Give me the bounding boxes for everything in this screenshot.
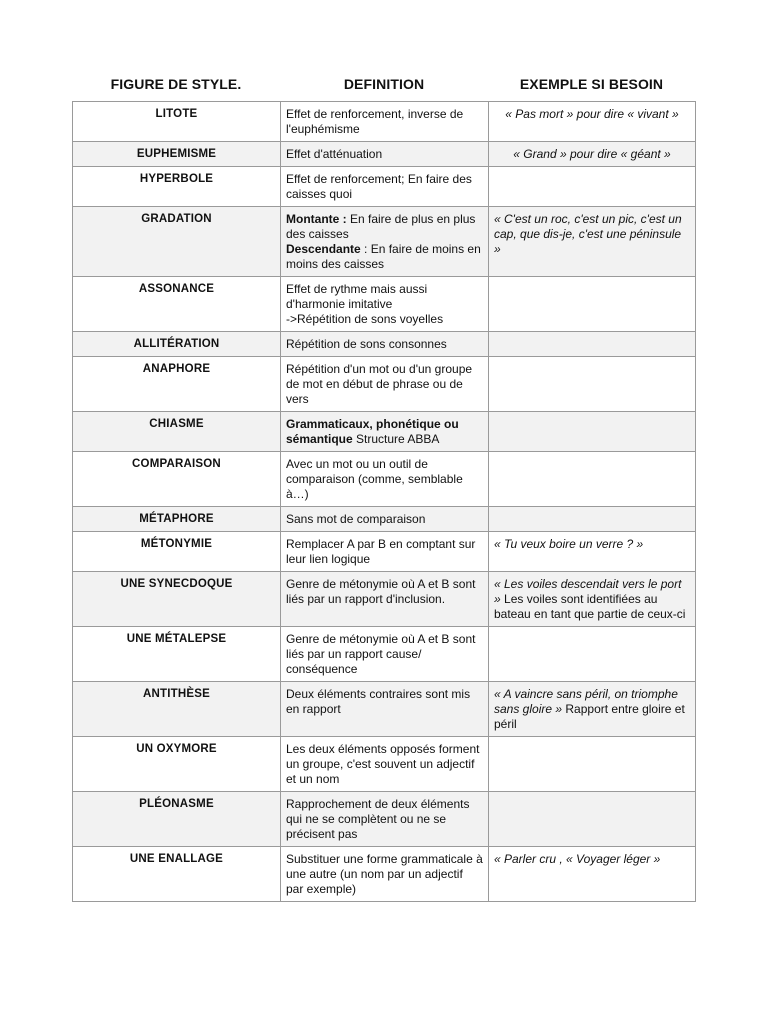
example-text: Rapport entre gloire et péril <box>494 702 685 731</box>
definition-text: Effet de rythme mais aussi d'harmonie imitative <box>286 282 428 311</box>
heading-exemple: EXEMPLE SI BESOIN <box>519 76 664 92</box>
example-cell: « C'est un roc, c'est un pic, c'est un cap, que dis-je, c'est une péninsule » <box>489 207 696 277</box>
term-cell: MÉTAPHORE <box>73 507 281 532</box>
table-row <box>73 142 696 167</box>
term-cell: GRADATION <box>73 207 281 277</box>
definition-label: Montante : <box>286 212 347 226</box>
table-row <box>73 412 696 452</box>
definition-label: Descendante <box>286 242 361 256</box>
table-row <box>73 572 696 627</box>
table-row <box>73 167 696 207</box>
definition-cell: Les deux éléments opposés forment un groupe, c'est souvent un adjectif et un nom <box>281 737 489 792</box>
definition-text: Structure ABBA <box>352 432 440 446</box>
definition-cell: Genre de métonymie où A et B sont liés par un rapport d'inclusion. <box>281 572 489 627</box>
definition-cell <box>281 207 489 277</box>
definition-text: : En faire de moins en moins des caisses <box>286 242 481 271</box>
example-quote: « Les voiles descendait vers le port » <box>494 577 682 606</box>
example-cell <box>489 737 696 792</box>
definition-cell: Rapprochement de deux éléments qui ne se complètent ou ne se précisent pas <box>281 792 489 847</box>
term-cell: ANAPHORE <box>73 357 281 412</box>
definition-cell: Substituer une forme grammaticale à une autre (un nom par un adjectif par exemple) <box>281 847 489 902</box>
term-cell: ASSONANCE <box>73 277 281 332</box>
example-cell: « Pas mort » pour dire « vivant » <box>489 102 696 142</box>
example-cell: « Tu veux boire un verre ? » <box>489 532 696 572</box>
definition-cell: Effet de renforcement, inverse de l'euphémisme <box>281 102 489 142</box>
definition-label: Grammaticaux, phonétique ou sémantique <box>286 417 459 446</box>
definition-cell: Remplacer A par B en comptant sur leur lien logique <box>281 532 489 572</box>
example-cell <box>489 357 696 412</box>
definition-cell: Répétition d'un mot ou d'un groupe de mot en début de phrase ou de vers <box>281 357 489 412</box>
definition-cell: Genre de métonymie où A et B sont liés par un rapport cause/ conséquence <box>281 627 489 682</box>
example-cell <box>489 452 696 507</box>
table-row <box>73 792 696 847</box>
term-cell: CHIASME <box>73 412 281 452</box>
example-quote: « A vaincre sans péril, on triomphe sans gloire » <box>494 687 678 716</box>
term-cell: PLÉONASME <box>73 792 281 847</box>
example-cell: « Grand » pour dire « géant » <box>489 142 696 167</box>
example-cell <box>489 572 696 627</box>
table-row <box>73 847 696 902</box>
term-cell: HYPERBOLE <box>73 167 281 207</box>
definition-cell: Avec un mot ou un outil de comparaison (comme, semblable à…) <box>281 452 489 507</box>
heading-definition: DEFINITION <box>343 76 425 92</box>
term-cell: ANTITHÈSE <box>73 682 281 737</box>
term-cell: UNE MÉTALEPSE <box>73 627 281 682</box>
table-row <box>73 332 696 357</box>
term-cell: UNE SYNECDOQUE <box>73 572 281 627</box>
example-cell <box>489 277 696 332</box>
term-cell: COMPARAISON <box>73 452 281 507</box>
example-cell: « Parler cru , « Voyager léger » <box>489 847 696 902</box>
table-row <box>73 452 696 507</box>
example-cell <box>489 332 696 357</box>
table-row <box>73 627 696 682</box>
definition-cell <box>281 277 489 332</box>
term-cell: MÉTONYMIE <box>73 532 281 572</box>
table-row <box>73 277 696 332</box>
definition-cell: Répétition de sons consonnes <box>281 332 489 357</box>
table-row <box>73 532 696 572</box>
example-cell <box>489 167 696 207</box>
heading-figure-de-style: FIGURE DE STYLE. <box>110 76 242 92</box>
term-cell: EUPHEMISME <box>73 142 281 167</box>
term-cell: ALLITÉRATION <box>73 332 281 357</box>
table-row <box>73 102 696 142</box>
definition-cell: Effet de renforcement; En faire des caisses quoi <box>281 167 489 207</box>
example-cell <box>489 507 696 532</box>
definition-cell: Deux éléments contraires sont mis en rapport <box>281 682 489 737</box>
table-row <box>73 737 696 792</box>
definition-cell: Effet d'atténuation <box>281 142 489 167</box>
definition-text: En faire de plus en plus des caisses <box>286 212 476 241</box>
definition-cell <box>281 412 489 452</box>
term-cell: UN OXYMORE <box>73 737 281 792</box>
example-cell <box>489 682 696 737</box>
definition-text: ->Répétition de sons voyelles <box>286 312 444 326</box>
figures-de-style-table <box>72 101 696 902</box>
definition-cell: Sans mot de comparaison <box>281 507 489 532</box>
example-cell <box>489 412 696 452</box>
table-row <box>73 357 696 412</box>
table-row <box>73 207 696 277</box>
term-cell: LITOTE <box>73 102 281 142</box>
example-cell <box>489 792 696 847</box>
example-text: Les voiles sont identifiées au bateau en tant que partie de ceux-ci <box>494 592 686 621</box>
table-row <box>73 682 696 737</box>
table-row <box>73 507 696 532</box>
column-headings <box>72 76 695 94</box>
term-cell: UNE ENALLAGE <box>73 847 281 902</box>
example-cell <box>489 627 696 682</box>
